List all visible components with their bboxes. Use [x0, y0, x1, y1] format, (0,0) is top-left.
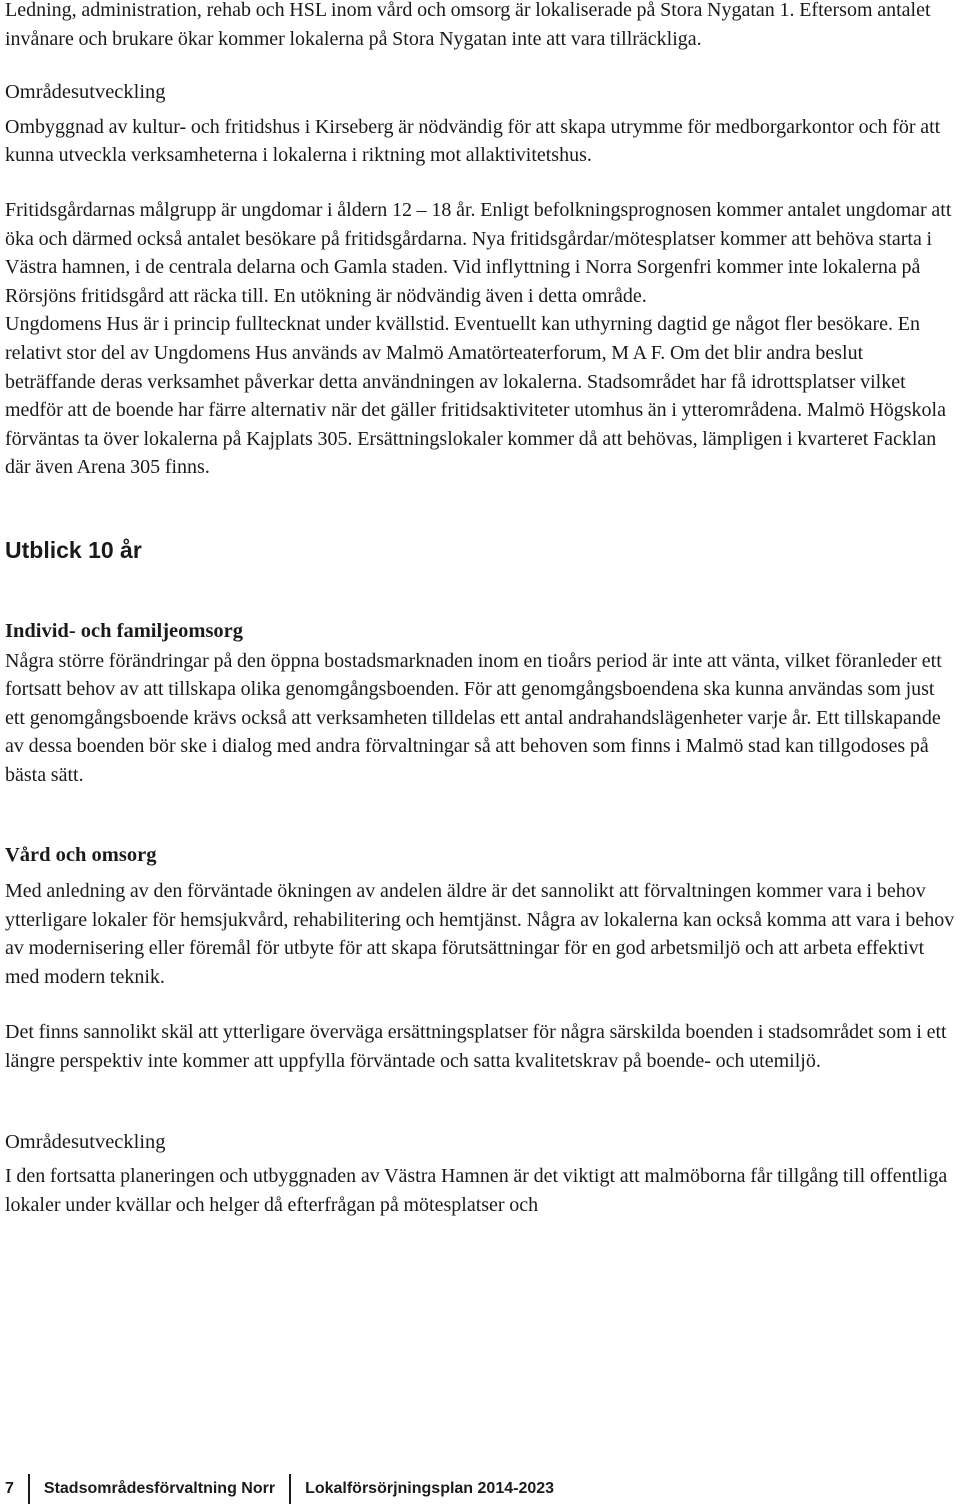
footer-document-title: Lokalförsörjningsplan 2014-2023: [305, 1480, 555, 1497]
page-footer: [5, 1474, 554, 1504]
footer-divider: [289, 1474, 291, 1504]
paragraph: Ledning, administration, rehab och HSL inom vård och omsorg är lokaliserade på Stora Nygatan 1. Eftersom antalet invånare och brukare ökar kommer lokalerna på Stora Nygatan inte att vara tillräckliga.: [5, 0, 931, 50]
section-heading: Områdesutveckling: [5, 1130, 166, 1153]
footer-divider: [28, 1474, 30, 1504]
page-number: 7: [5, 1480, 14, 1497]
section-heading: Vård och omsorg: [5, 844, 157, 867]
paragraph: Några större förändringar på den öppna bostadsmarknaden inom en tioårs period är inte att vänta, vilket föranleder ett fortsatt behov av att tillskapa olika genomgångsboenden. För att genomgångsboendena ska kunna användas som just ett genomgångsboende krävs också att verksamheten tilldelas ett antal andrahandslägenheter varje år. Ett tillskapande av dessa boenden bör ske i dialog med andra förvaltningar så att behoven som finns i Malmö stad kan tillgodoses på bästa sätt.: [5, 649, 942, 786]
footer-organization: Stadsområdesförvaltning Norr: [43, 1480, 276, 1497]
section-heading: Områdesutveckling: [5, 81, 166, 104]
paragraph: Med anledning av den förväntade ökningen av andelen äldre är det sannolikt att förvaltningen kommer vara i behov ytterligare lokaler för hemsjukvård, rehabilitering och hemtjänst. Några av lokalerna kan också komma att vara i behov av modernisering eller föremål för utbyte för att skapa förutsättningar för en god arbetsmiljö och att arbeta effektivt med modern teknik.: [5, 880, 955, 988]
paragraph: I den fortsatta planeringen och utbyggnaden av Västra Hamnen är det viktigt att malmöborna får tillgång till offentliga lokaler under kvällar och helger då efterfrågan på mötesplatser och: [5, 1165, 948, 1216]
paragraph: Ungdomens Hus är i princip fulltecknat under kvällstid. Eventuellt kan uthyrning dagtid ge något fler besökare. En relativt stor del av Ungdomens Hus används av Malmö Amatörteaterforum, M A F. Om det blir andra beslut beträffande deras verksamhet påverkar detta användningen av lokalerna. Stadsområdet har få idrottsplatser vilket medför att de boende har färre alternativ när det gäller fritidsaktiviteter utomhus än i ytterområdena. Malmö Högskola förväntas ta över lokalerna på Kajplats 305. Ersättningslokaler kommer då att behövas, lämpligen i kvarteret Facklan där även Arena 305 finns.: [5, 313, 946, 479]
paragraph: Det finns sannolikt skäl att ytterligare överväga ersättningsplatser för några särskilda boenden i stadsområdet som i ett längre perspektiv inte kommer att uppfylla förväntade och satta kvalitetskrav på boende- och utemiljö.: [5, 1021, 947, 1073]
paragraph: Ombyggnad av kultur- och fritidshus i Kirseberg är nödvändig för att skapa utrymme för medborgarkontor och för att kunna utveckla verksamheterna i lokalerna i riktning mot allaktivitetshus.: [5, 115, 941, 167]
paragraph: Fritidsgårdarnas målgrupp är ungdomar i åldern 12 – 18 år. Enligt befolkningsprognosen kommer antalet ungdomar att öka och därmed också antalet besökare på fritidsgårdarna. Nya fritidsgårdar/mötesplatser kommer att behöva starta i Västra hamnen, i de centrala delarna och Gamla staden. Vid inflyttning i Norra Sorgenfri kommer inte lokalerna på Rörsjöns fritidsgård att räcka till. En utökning är nödvändig även i detta område.: [5, 198, 952, 307]
section-heading: Individ- och familjeomsorg: [5, 619, 244, 642]
chapter-heading: Utblick 10 år: [5, 536, 142, 563]
document-page: [5, 0, 955, 1219]
